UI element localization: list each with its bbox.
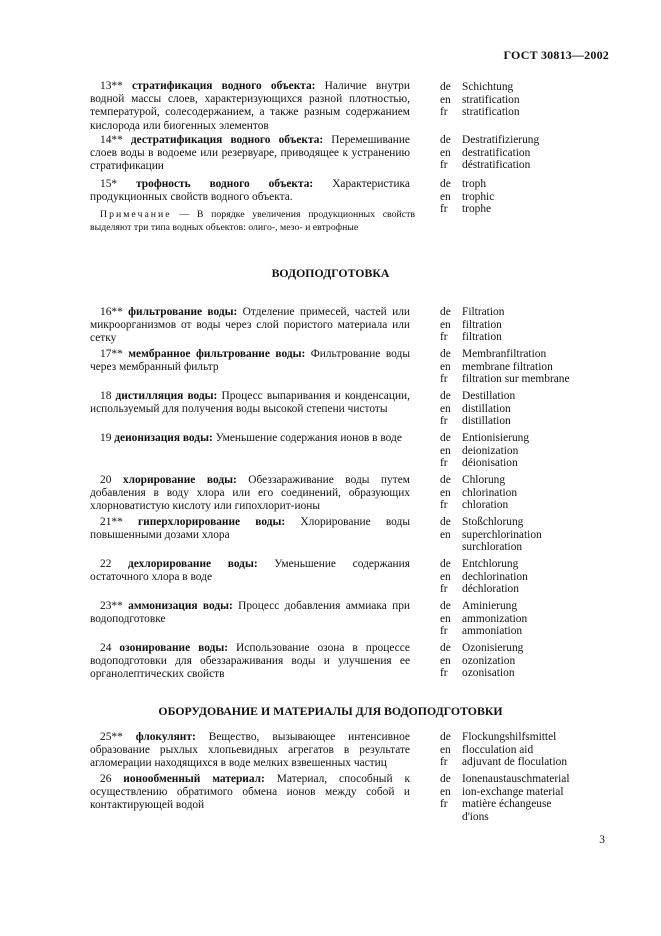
entry-24-definition: 24 озонирование воды: Использование озона в процессе водоподготовки для обеззараживания воды и улучшения ее органолептических свойств bbox=[90, 642, 410, 681]
entry-26-translations: de Ionenaustauschmaterial en ion-exchange material fr matière échangeuse d'ions bbox=[440, 773, 570, 823]
entry-25-translations: de Flockungshilfsmittel en flocculation aid fr adjuvant de floculation bbox=[440, 731, 568, 769]
entry-23-definition: 23** аммонизация воды: Процесс добавления аммиака при водоподготовке bbox=[90, 600, 410, 626]
entry-17-translations: de Membranfiltration en membrane filtration fr filtration sur membrane bbox=[440, 348, 570, 386]
entry-13-definition: 13** стратификация водного объекта: Наличие внутри водной массы слоев, характеризующихся разной плотностью, температурой, солесодержанием, а также разным содержанием кислорода или биогенных элементов bbox=[90, 80, 410, 132]
entry-18-translations: de Destillation en distillation fr distillation bbox=[440, 390, 516, 428]
entry-19-definition: 19 деионизация воды: Уменьшение содержания ионов в воде bbox=[100, 432, 402, 444]
entry-21-translations: de Stoßchlorung en superchlorination surchloration bbox=[440, 516, 542, 554]
entry-20-translations: de Chlorung en chlorination fr chloration bbox=[440, 474, 518, 512]
entry-24-translations: de Ozonisierung en ozonization fr ozonisation bbox=[440, 642, 524, 680]
section-title-equipment: ОБОРУДОВАНИЕ И МАТЕРИАЛЫ ДЛЯ ВОДОПОДГОТОВКИ bbox=[158, 704, 503, 718]
section-title-water-treatment: ВОДОПОДГОТОВКА bbox=[271, 266, 390, 280]
entry-15-definition: 15* трофность водного объекта: Характеристика продукционных свойств водного объекта. bbox=[90, 178, 410, 204]
entry-15-translations: de troph en trophic fr trophe bbox=[440, 178, 495, 216]
entry-21-definition: 21** гиперхлорирование воды: Хлорирование воды повышенными дозами хлора bbox=[90, 516, 410, 542]
entry-16-definition: 16** фильтрование воды: Отделение примесей, частей или микроорганизмов от воды через слой пористого материала или сетку bbox=[90, 306, 410, 345]
entry-26-definition: 26 ионообменный материал: Материал, способный к осуществлению обратимого обмена ионов между собой и контактирующей водой bbox=[90, 773, 410, 812]
entry-17-definition: 17** мембранное фильтрование воды: Фильтрование воды через мембранный фильтр bbox=[90, 348, 410, 374]
entry-22-translations: de Entchlorung en dechlorination fr déchloration bbox=[440, 558, 528, 596]
document-header: ГОСТ 30813—2002 bbox=[503, 48, 609, 62]
note: Примечание — В порядке увеличения продукционных свойств выделяют три типа водных объектов: олиго-, мезо- и евтрофные bbox=[90, 209, 415, 234]
entry-14-translations: de Destratifizierung en destratification fr déstratification bbox=[440, 134, 540, 172]
entry-22-definition: 22 дехлорирование воды: Уменьшение содержания остаточного хлора в воде bbox=[90, 558, 410, 584]
entry-25-definition: 25** флокулянт: Вещество, вызывающее интенсивное образование рыхлых хлопьевидных агрегатов в результате агломерации находящихся в воде мелких взвешенных частиц bbox=[90, 731, 410, 770]
entry-23-translations: de Aminierung en ammonization fr ammoniation bbox=[440, 600, 528, 638]
entry-13-translations: de Schichtung en stratification fr stratification bbox=[440, 81, 520, 119]
entry-14-definition: 14** дестратификация водного объекта: Перемешивание слоев воды в водоеме или резервуаре, приводящее к устранению стратификации bbox=[90, 134, 410, 173]
page-number: 3 bbox=[599, 834, 605, 846]
entry-20-definition: 20 хлорирование воды: Обеззараживание воды путем добавления в воду хлора или его соединений, образующих хлорноватистую кислоту или гипохлорит-ионы bbox=[90, 474, 410, 513]
entry-16-translations: de Filtration en filtration fr filtration bbox=[440, 306, 505, 344]
entry-18-definition: 18 дистилляция воды: Процесс выпаривания и конденсации, используемый для получения воды высокой степени чистоты bbox=[90, 390, 410, 416]
entry-19-translations: de Entionisierung en deionization fr déionisation bbox=[440, 432, 530, 470]
